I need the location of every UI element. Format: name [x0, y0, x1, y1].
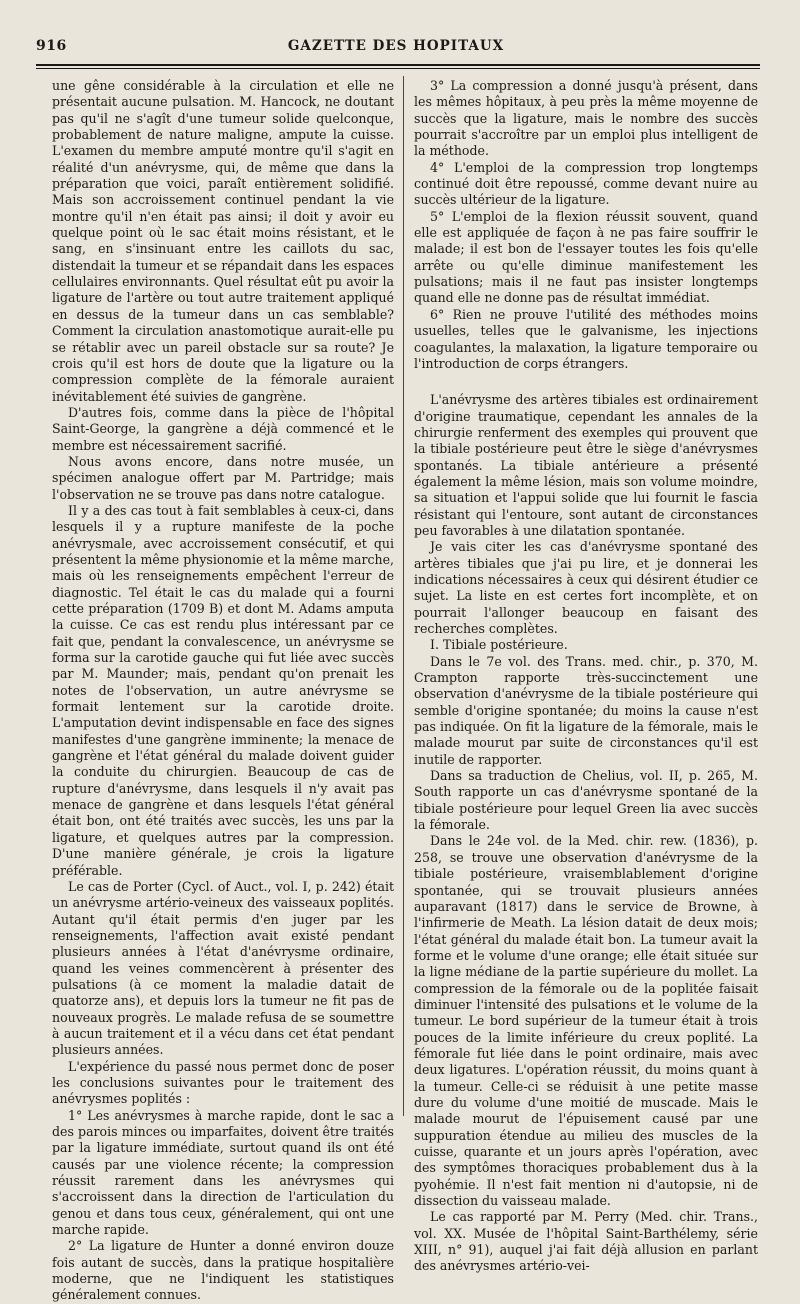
paragraph: Il y a des cas tout à fait semblables à ceux-ci, dans lesquels il y a rupture manifeste de la poche anévrysmale, avec accroissement consécutif, et qui présentent la même physionomie et la même marche, mais où les renseignements empêchent l'erreur de diagnostic. Tel était le cas du malade qui a fourni cette préparation (1709 B) et dont M. Adams amputa la cuisse. Ce cas est rendu plus intéressant par ce fait que, pendant la convalescence, un anévrysme se forma sur la carotide gauche qui fut liée avec succès par M. Maunder; mais, pendant qu'on prenait les notes de l'observation, un autre anévrysme se formait lentement sur la carotide droite. L'amputation devint indispensable en face des signes manifestes d'une gangrène imminente; la menace de gangrène et l'état général du malade doivent guider la conduite du chirurgien. Beaucoup de cas de rupture d'anévrysme, dans lesquels il n'y avait pas menace de gangrène et dans lesquels l'état général était bon, ont été traités avec succès, les uns par la ligature, et quelques autres par la compression. D'une manière générale, je crois la ligature préférable.: [52, 502, 394, 878]
paragraph: 2° La ligature de Hunter a donné environ douze fois autant de succès, dans la pratique hospitalière moderne, que ne l'indiquent les statistiques généralement connues.: [52, 1238, 394, 1303]
paragraph: L'anévrysme des artères tibiales est ordinairement d'origine traumatique, cependant les annales de la chirurgie renferment des exemples qui prouvent que la tibiale postérieure peut être le siège d'anévrysmes spontanés. La tibiale antérieure a présenté également la même lésion, mais son volume moindre, sa situation et l'appui solide que lui fournit le fascia résistant qui l'entoure, sont autant de circonstances peu favorables à une dilatation spontanée.: [414, 392, 758, 538]
paragraph: une gêne considérable à la circulation et elle ne présentait aucune pulsation. M. Hancock, ne doutant pas qu'il ne s'agît d'une tumeur solide quelconque, probablement de nature maligne, ampute la cuisse. L'examen du membre amputé montre qu'il s'agit en réalité d'un anévrysme, qui, de même que dans la préparation que voici, paraît entièrement solidifié. Mais son accroissement continuel pendant la vie montre qu'il n'en était pas ainsi; il doit y avoir eu quelque point où le sac était moins résistant, et le sang, en s'insinuant entre les caillots du sac, distendait la tumeur et se répandait dans les espaces cellulaires environnants. Quel résultat eût pu avoir la ligature de l'artère ou tout autre traitement appliqué en dessus de la tumeur dans un cas semblable? Comment la circulation anastomotique aurait-elle pu se rétablir avec un pareil obstacle sur sa route? Je crois qu'il est hors de doute que la ligature ou la compression complète de la fémorale auraient inévitablement été suivies de gangrène.: [52, 78, 394, 404]
paragraph: Le cas rapporté par M. Perry (Med. chir. Trans., vol. XX. Musée de l'hôpital Saint-Barthélemy, série XIII, n° 91), auquel j'ai fait déjà allusion en parlant des anévrysmes artério-vei-: [414, 1209, 758, 1274]
paragraph: 1° Les anévrysmes à marche rapide, dont le sac a des parois minces ou imparfaites, doivent être traités par la ligature immédiate, surtout quand ils ont été causés par une violence récente; la compression réussit rarement dans les anévrysmes qui s'accroissent dans la direction de l'articulation du genou et dans tous ceux, généralement, qui ont une marche rapide.: [52, 1107, 394, 1238]
paragraph: 5° L'emploi de la flexion réussit souvent, quand elle est appliquée de façon à ne pas faire souffrir le malade; il est bon de l'essayer toutes les fois qu'elle arrête ou qu'elle diminue manifestement les pulsations; mais il ne faut pas insister longtemps quand elle ne donne pas de résultat immédiat.: [414, 208, 758, 306]
header-rule: [36, 64, 760, 66]
section-heading: I. Tibiale postérieure.: [430, 637, 568, 653]
header-rule-thin: [36, 68, 760, 69]
paragraph: Dans sa traduction de Chelius, vol. II, p. 265, M. South rapporte un cas d'anévrysme spontané de la tibiale postérieure pour lequel Green lia avec succès la fémorale.: [414, 768, 758, 833]
paragraph: 6° Rien ne prouve l'utilité des méthodes moins usuelles, telles que le galvanisme, les injections coagulantes, la malaxation, la ligature temporaire ou l'introduction de corps étrangers.: [414, 306, 758, 371]
column-divider: [403, 76, 404, 1116]
paragraph: Dans le 7e vol. des Trans. med. chir., p. 370, M. Crampton rapporte très-succinctement une observation d'anévrysme de la tibiale postérieure qui semble d'origine spontanée; du moins la cause n'est pas indiquée. On fit la ligature de la fémorale, mais le malade mourut par suite de circonstances qu'il est inutile de rapporter.: [414, 653, 758, 767]
journal-title: GAZETTE DES HOPITAUX: [287, 38, 505, 54]
paragraph: 4° L'emploi de la compression trop longtemps continué doit être repoussé, comme devant nuire au succès ultérieur de la ligature.: [414, 159, 758, 208]
paragraph: D'autres fois, comme dans la pièce de l'hôpital Saint-George, la gangrène a déjà commencé et le membre est nécessairement sacrifié.: [52, 404, 394, 453]
paragraph: 3° La compression a donné jusqu'à présent, dans les mêmes hôpitaux, à peu près la même moyenne de succès que la ligature, mais le nombre des succès pourrait s'accroître par un emploi plus intelligent de la méthode.: [414, 78, 758, 159]
paragraph: Dans le 24e vol. de la Med. chir. rew. (1836), p. 258, se trouve une observation d'anévrysme de la tibiale postérieure, vraisemblablement d'origine spontanée, qui se trouvait plusieurs années auparavant (1817) dans le service de Browne, à l'infirmerie de Meath. La lésion datait de deux mois; l'état général du malade était bon. La tumeur avait la forme et le volume d'une orange; elle était située sur la ligne médiane de la partie supérieure du mollet. La compression de la fémorale ou de la poplitée faisait diminuer l'intensité des pulsations et le volume de la tumeur. Le bord supérieur de la tumeur était à trois pouces de la limite inférieure du creux poplité. La fémorale fut liée dans le point ordinaire, mais avec deux ligatures. L'opération réussit, du moins quant à la tumeur. Celle-ci se réduisit à une petite masse dure du volume d'une moitié de muscade. Mais le malade mourut de l'épuisement causé par une suppuration étendue au milieu des muscles de la cuisse, quarante et un jours après l'opération, avec des symptômes thoraciques probablement dus à la pyohémie. Il n'est fait mention ni d'autopsie, ni de dissection du vaisseau malade.: [414, 833, 758, 1209]
paragraph: Nous avons encore, dans notre musée, un spécimen analogue offert par M. Partridge; mais l'observation ne se trouve pas dans notre catalogue.: [52, 453, 394, 502]
page-number: 916: [36, 38, 67, 54]
paragraph: L'expérience du passé nous permet donc de poser les conclusions suivantes pour le traitement des anévrysmes poplités :: [52, 1058, 394, 1107]
paragraph: Le cas de Porter (Cycl. of Auct., vol. I, p. 242) était un anévrysme artério-veineux des vaisseaux poplités. Autant qu'il était permis d'en juger par les renseignements, l'affection avait existé pendant plusieurs années à l'état d'anévrysme ordinaire, quand les veines commencèrent à présenter des pulsations (à ce moment la maladie datait de quatorze ans), et depuis lors la tumeur ne fit pas de nouveaux progrès. Le malade refusa de se soumettre à aucun traitement et il a vécu dans cet état pendant plusieurs années.: [52, 878, 394, 1058]
paragraph: Je vais citer les cas d'anévrysme spontané des artères tibiales que j'ai pu lire, et je donnerai les indications nécessaires à ceux qui désirent étudier ce sujet. La liste en est certes fort incomplète, et on pourrait l'allonger beaucoup en faisant des recherches complètes.: [414, 539, 758, 636]
left-column: [52, 78, 394, 1304]
section-break: [414, 378, 758, 392]
right-column: [414, 78, 758, 1275]
page-header: [36, 38, 756, 60]
